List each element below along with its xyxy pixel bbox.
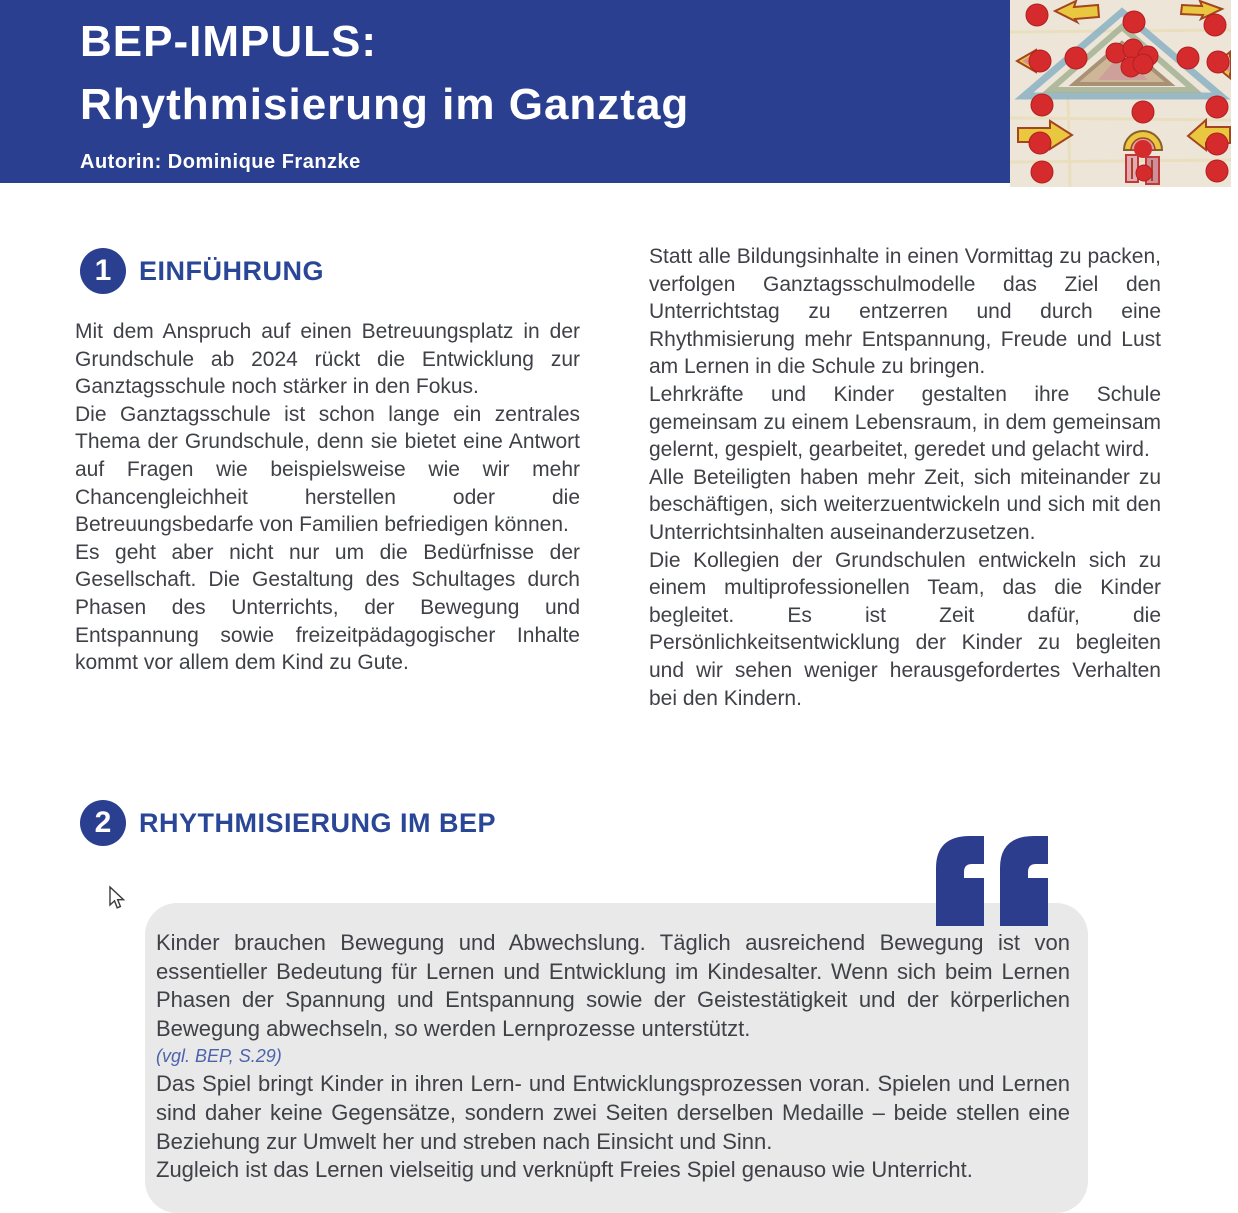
author-line: Autorin: Dominique Franzke <box>80 151 361 173</box>
paragraph: Lehrkräfte und Kinder gestalten ihre Schule gemeinsam zu einem Lebensraum, in dem gemeinsam gelernt, gespielt, gearbeitet, geredet und gelacht wird. <box>649 382 1161 462</box>
quote-paragraph-clipped: Zugleich ist das Lernen vielseitig und verknüpft Freies Spiel genauso wie Unterricht. <box>156 1157 973 1183</box>
section-number-badge-2: 2 <box>80 800 126 846</box>
paragraph: Es geht aber nicht nur um die Bedürfnisse der Gesellschaft. Die Gestaltung des Schultages durch Phasen des Unterrichts, der Bewegung und Entspannung sowie freizeitpädagogischer Inhalte kommt vor allem dem Kind zu Gute. <box>75 540 580 675</box>
body-column-left <box>75 318 580 677</box>
header-banner <box>0 0 1010 183</box>
mouse-cursor-icon <box>108 886 126 912</box>
paragraph: Die Kollegien der Grundschulen entwickeln sich zu einem multiprofessionellen Team, das die Kinder begleitet. Es ist Zeit dafür, die Persönlichkeitsentwicklung der Kinder zu begleiten und wir sehen weniger herausgefordertes Verhalten bei den Kindern. <box>649 548 1161 710</box>
section-title-2: RHYTHMISIERUNG IM BEP <box>139 807 497 838</box>
quote-paragraph: Kinder brauchen Bewegung und Abwechslung. Täglich ausreichend Bewegung ist von essentieller Bedeutung für Lernen und Entwicklung im Kindesalter. Wenn sich beim Lernen Phasen der Spannung und Entspannung sowie der Geistestätigkeit und der körperlichen Bewegung abwechseln, so werden Lernprozesse unterstützt. <box>156 930 1070 1041</box>
paragraph: Mit dem Anspruch auf einen Betreuungsplatz in der Grundschule ab 2024 rückt die Entwicklung zur Ganztagsschule noch stärker in den Fokus. <box>75 320 580 399</box>
paragraph: Alle Beteiligten haben mehr Zeit, sich miteinander zu beschäftigen, sich weiterzuentwickeln und sich mit den Unterrichtsinhalten auseinanderzusetzen. <box>649 465 1161 544</box>
body-column-right <box>649 243 1161 712</box>
paragraph: Statt alle Bildungsinhalte in einen Vormittag zu packen, verfolgen Ganztagsschulmodelle das Ziel den Unterrichtstag zu entzerren und durch eine Rhythmisierung mehr Entspannung, Freude und Lust am Lernen in die Schule zu bringen. <box>649 245 1161 379</box>
page-title: BEP-IMPULS: Rhythmisierung im Ganztag <box>80 17 690 129</box>
section-heading-einfuehrung <box>80 248 324 294</box>
quotation-marks-icon <box>936 836 1048 926</box>
children-drawing-image <box>1010 0 1231 187</box>
section-title-1: EINFÜHRUNG <box>139 255 324 286</box>
quote-box <box>145 903 1088 1213</box>
quote-citation: (vgl. BEP, S.29) <box>156 1046 282 1067</box>
section-heading-rhythmisierung <box>80 800 496 846</box>
quote-paragraph: Das Spiel bringt Kinder in ihren Lern- und Entwicklungsprozessen voran. Spielen und Lernen sind daher keine Gegensätze, sondern zwei Seiten derselben Medaille – beide stellen eine Beziehung zur Umwelt her und streben nach Einsicht und Sinn. <box>156 1071 1070 1154</box>
section-number-badge-1: 1 <box>80 248 126 294</box>
paragraph: Die Ganztagsschule ist schon lange ein zentrales Thema der Grundschule, denn sie bietet eine Antwort auf Fragen wie beispielsweise wie wir mehr Chancengleichheit herstellen oder die Betreuungsbedarfe von Familien befriedigen können. <box>75 402 580 537</box>
